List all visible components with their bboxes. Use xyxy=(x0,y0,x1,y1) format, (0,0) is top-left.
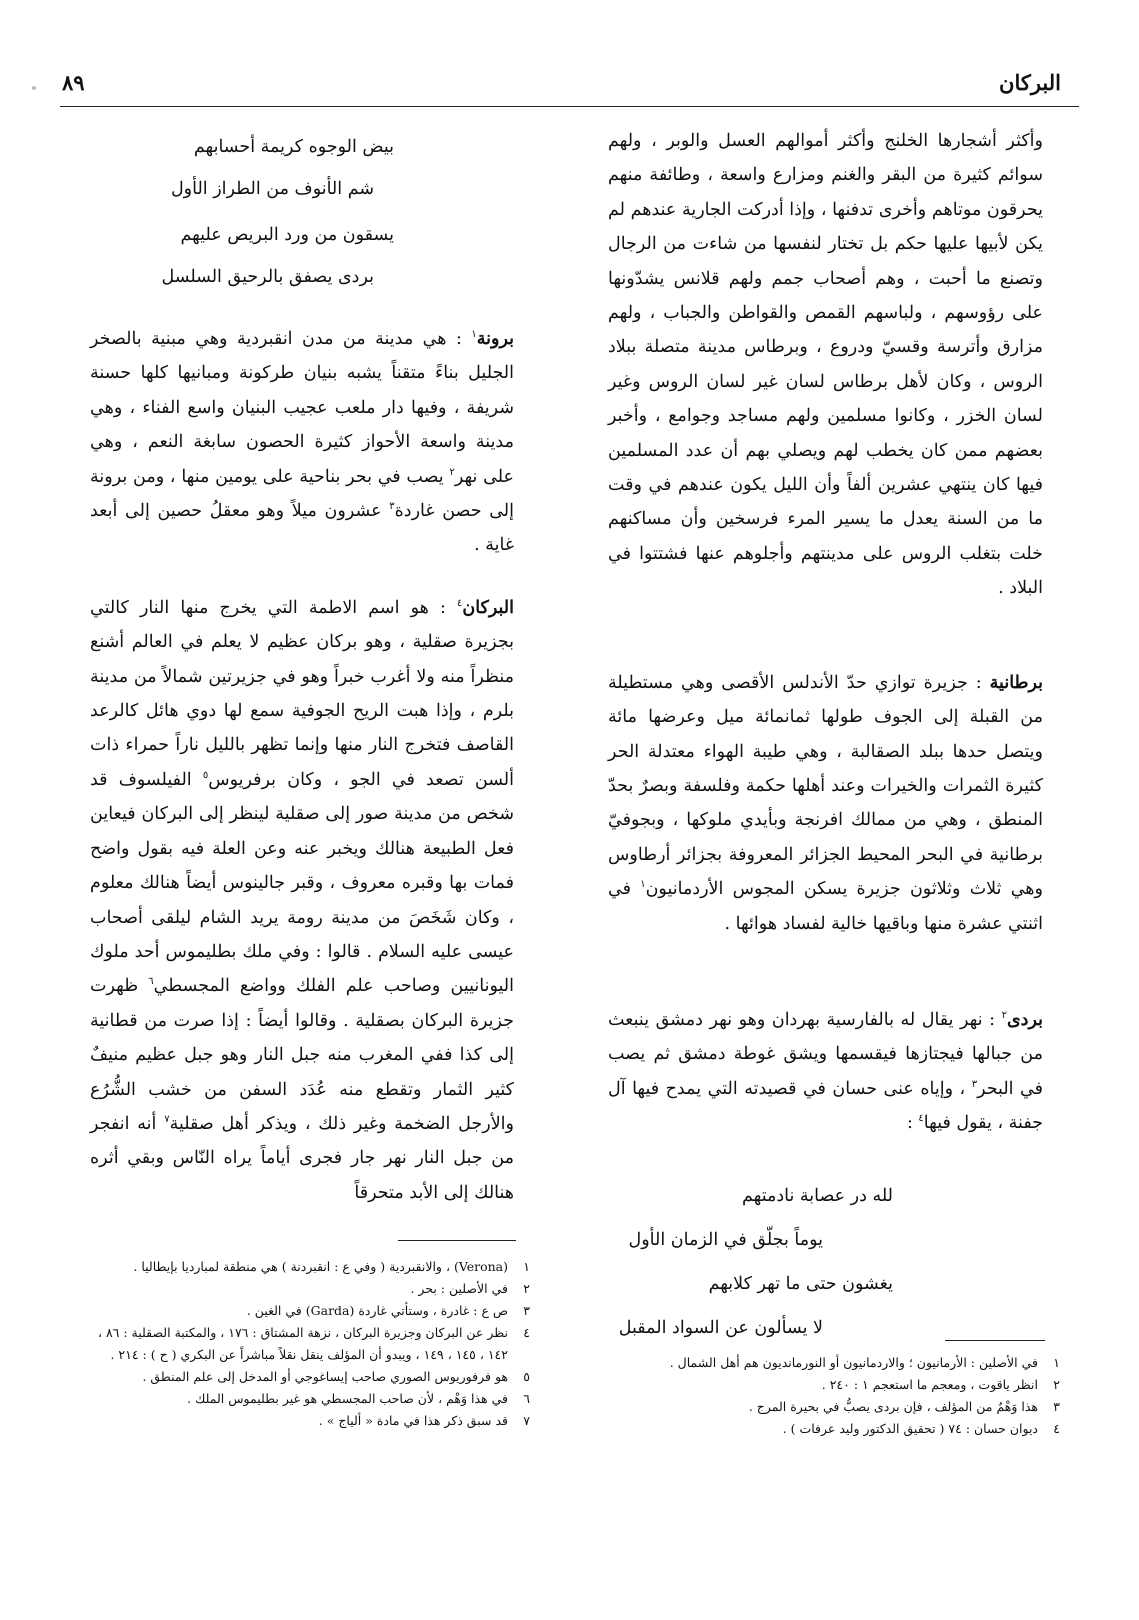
footnote xyxy=(96,1322,530,1344)
entry-verona-text-1: : هي مدينة من مدن انقبردية وهي مبنية بالصخر الجليل بناءً متقناً يشبه بنيان طركونة ومبانيها كلها حسنة شريفة ، وفيها دار ملعب عجيب البنيان واسع الفناء ، وهي مدينة واسعة الأحواز كثيرة الحصون سابغة النعم ، وهي على نهر xyxy=(90,329,514,487)
footnote-number: ٧ xyxy=(523,1413,530,1428)
footnote-ref: ١ xyxy=(471,329,477,341)
footnote xyxy=(640,1352,1060,1374)
entry-barada-text-3: : xyxy=(906,1113,913,1134)
verse-hemistich: لا يسألون عن السواد المقبل xyxy=(618,1317,823,1338)
footnote-number: ٣ xyxy=(523,1303,530,1318)
footnote-text: نظر عن البركان وجزيرة البركان ، نزهة المشتاق : ١٧٦ ، والمكتبة الصقلية : ٨٦ ، xyxy=(97,1325,508,1340)
footnote-text: ١٤٢ ، ١٤٥ ، ١٤٩ ، ويبدو أن المؤلف ينقل نقلاً مباشراً عن البكري ( ح ) : ٢١٤ . xyxy=(110,1347,508,1362)
footnote xyxy=(640,1374,1060,1396)
running-header xyxy=(60,68,1061,104)
page-speck xyxy=(32,86,36,90)
footnote-text: هو فرفوريوس الصوري صاحب إيساغوجي أو المدخل إلى علم المنطق . xyxy=(142,1369,508,1384)
footnote-rule xyxy=(945,1340,1045,1341)
footnote-text: ديوان حسان : ٧٤ ( تحقيق الدكتور وليد عرفات ) . xyxy=(782,1421,1038,1436)
verse-line xyxy=(90,168,514,212)
footnote-number: ٤ xyxy=(523,1325,530,1340)
entry-volcano-text-4: أنه انفجر من جبل النار نهر جار فجرى أياماً يراه النّاس وبقي أثره هنالك إلى الأبد متحرقاً xyxy=(90,1113,514,1203)
footnote xyxy=(96,1300,530,1322)
footnotes-left xyxy=(96,1256,530,1432)
verse-hemistich: يوماً بجلّق في الزمان الأول xyxy=(628,1229,823,1250)
verse-hemistich: يغشون حتى ما تهر كلابهم xyxy=(708,1273,893,1294)
entry-volcano xyxy=(90,591,514,1210)
verse-hemistich: بردى يصفق بالرحيق السلسل xyxy=(161,267,374,287)
footnote-ref: ٢ xyxy=(449,466,455,478)
verse-line xyxy=(608,1175,1043,1219)
footnote-number: ٢ xyxy=(1053,1377,1060,1392)
header-rule xyxy=(60,106,1079,107)
headword-volcano: البركان xyxy=(462,597,514,618)
footnote-text: هذا وَهْمٌ من المؤلف ، فإن بردى يصبُّ في بحيرة المرج . xyxy=(748,1399,1038,1414)
footnote-ref: ٧ xyxy=(164,1114,170,1126)
verse-line xyxy=(90,212,514,256)
verse-line xyxy=(608,1307,1043,1351)
footnote-number: ٤ xyxy=(1053,1421,1060,1436)
entry-verona-text-3: عشرون ميلاً وهو معقلُ حصين إلى أبعد غاية . xyxy=(90,501,514,556)
entry-britain xyxy=(608,666,1043,941)
footnote-number: ٦ xyxy=(523,1391,530,1406)
footnote-ref: ١ xyxy=(640,879,646,891)
footnote-rule xyxy=(398,1240,516,1241)
footnote xyxy=(96,1388,530,1410)
entry-barada-text-1: : نهر يقال له بالفارسية بهردان وهو نهر دمشق ينبعث من جبالها فيجتازها فيقسمها ويشق غوطة دمشق ثم يصب في البحر xyxy=(608,1009,1043,1099)
verse-hemistich: يسقون من ورد البريص عليهم xyxy=(180,225,394,245)
page-number: ٨٩ xyxy=(62,70,85,95)
footnote-ref: ٣ xyxy=(971,1078,978,1090)
footnote-continuation xyxy=(96,1344,530,1366)
entry-gap xyxy=(90,563,514,591)
running-title: البركان xyxy=(999,70,1061,95)
footnote xyxy=(96,1366,530,1388)
headword-barada: بردى xyxy=(1006,1009,1043,1030)
footnote xyxy=(96,1256,530,1278)
footnote-text: في الأصلين : الأرمانيون ؛ والاردمانيون أو النورمانديون هم أهل الشمال . xyxy=(669,1355,1038,1370)
footnote xyxy=(96,1410,530,1432)
footnote-number: ٢ xyxy=(523,1281,530,1296)
entry-volcano-text-1: : هو اسم الاطمة التي يخرج منها النار كالتي بجزيرة صقلية ، وهو بركان عظيم لا يعلم في العالم أشنع منظراً منه ولا أغرب خبراً وهو في جزيرتين شمالاً من مدينة بلرم ، وإذا هبت الريح الجوفية سمع لها دوي هائل كالرعد القاصف فتخرج النار منها وإنما تظهر بالليل ناراً حمراء ذات ألسن تصعد في الجو ، وكان برفريوس xyxy=(90,597,514,790)
headword-britain: برطانية xyxy=(989,672,1043,693)
right-column xyxy=(608,124,1043,1351)
footnote-number: ٣ xyxy=(1053,1399,1060,1414)
verse-gap xyxy=(608,1141,1043,1175)
footnotes-right xyxy=(640,1352,1060,1440)
verse-line xyxy=(90,124,514,168)
entry-verona-text-2: يصب في بحر بناحية على يومين منها ، ومن برونة إلى حصن غاردة xyxy=(90,466,514,522)
entry-britain-text: : جزيرة توازي حدّ الأندلس الأقصى وهي مستطيلة من القبلة إلى الجوف طولها ثمانمائة ميل وعرضها مائة ويتصل حدها ببلد الصقالبة ، وهي طيبة الهواء معتدلة الحر كثيرة الثمرات والخيرات وعند أهلها حكمة وفلسفة وبصرٌ بحدّ المنطق ، وهي من ممالك افرنجة وبأيدي ملوكها ، وبجوفيّ برطانية في البحر المحيط الجزائر المعروفة بجزائر أرطاوس وهي ثلاث وثلاثون جزيرة يسكن المجوس الأردمانيون xyxy=(608,672,1043,900)
footnote-ref: ٤ xyxy=(918,1113,924,1125)
footnote xyxy=(640,1418,1060,1440)
footnote-ref: ٣ xyxy=(389,501,395,513)
entry-gap xyxy=(608,606,1043,666)
footnote-text: قد سبق ذكر هذا في مادة « ألياج » . xyxy=(318,1413,508,1428)
footnote-text: في الأصلين : بحر . xyxy=(410,1281,508,1296)
entry-volcano-text-2: الفيلسوف قد شخص من مدينة صور إلى صقلية لينظر إلى البركان فيعاين فعل الطبيعة هنالك ويخبر عنه وعن العلة فيه بقول واضح فمات بها وقبره معروف ، وقبر جالينوس أيضاً هنالك معلوم ، وكان شَخَصَ من مدينة رومة يريد الشام ليلقى أصحاب عيسى عليه السلام . قالوا : وفي ملك بطليموس أحد ملوك اليونانيين وصاحب علم الفلك وواضع المجسطي xyxy=(90,769,514,997)
verse-line xyxy=(90,256,514,300)
footnote-number: ١ xyxy=(523,1259,530,1274)
verse-line xyxy=(608,1263,1043,1307)
verse-line xyxy=(608,1219,1043,1263)
footnote-ref: ٥ xyxy=(202,770,209,782)
footnote-text: انظر ياقوت ، ومعجم ما استعجم ١ : ٢٤٠ . xyxy=(821,1377,1038,1392)
entry-britain-text-end: في اثنتي عشرة منها وباقيها خالية لفساد هوائها . xyxy=(608,879,1043,934)
verse-hemistich: لله در عصابة نادمتهم xyxy=(741,1185,893,1206)
left-column xyxy=(90,124,514,1210)
footnote-ref: ٤ xyxy=(456,598,463,610)
footnote-text: (Verona) ، والانقبردية ( وفي ع : انقبردنة ) هي منطقة لمبارديا بإيطاليا . xyxy=(133,1259,508,1274)
footnote xyxy=(96,1278,530,1300)
entry-continuation: وأكثر أشجارها الخلنج وأكثر أموالهم العسل والوبر ، ولهم سوائم كثيرة من البقر والغنم ومزارع واسعة ، وطائفة منهم يحرقون موتاهم وأخرى تدفنها ، وإذا أدركت الجارية عندهم لم يكن لأبيها عليها حكم بل تختار لنفسها من شاءت من الرجال وتصنع ما أحبت ، وهم أصحاب جمم ولهم قلانس يشدّونها على رؤوسهم ، ولباسهم القمص والقواطن والجباب ، ولهم مزارق وأترسة وقسيّ ودروع ، وبرطاس مدينة متصلة ببلاد الروس ، وكان لأهل برطاس لسان غير لسان الروس وغير لسان الخزر ، وكانوا مسلمين ولهم مساجد وجوامع ، وأخبر بعضهم ممن كان يخطب لهم ويصلي بهم أن عدد المسلمين فيها كان ينتهي عشرين ألفاً وأن الليل يكون عندهم في وقت ما من السنة يعدل ما يسير المرء فرسخين وأن مساكنهم خلت بتغلب الروس على مدينتهم وأجلوهم عنها فشتتوا في البلاد . xyxy=(608,131,1043,599)
footnote-number: ١ xyxy=(1053,1355,1060,1370)
entry-barada xyxy=(608,1003,1043,1141)
footnote-text: في هذا وَهْم ، لأن صاحب المجسطي هو غير بطليموس الملك . xyxy=(187,1391,508,1406)
footnote-text: ص ع : غادرة ، وستأتي غاردة (Garda) في الغين . xyxy=(246,1303,508,1318)
entry-volcano-text-3: ظهرت جزيرة البركان بصقلية . وقالوا أيضاً : إذا صرت من قطانية إلى كذا ففي المغرب منه جبل النار وهو جبل عظيم منيفٌ كثير الثمار وتقطع منه عُدَد السفن من خشب الشُّرُع والأرجل الضخمة وغير ذلك ، ويذكر أهل صقلية xyxy=(90,976,514,1134)
footnote-number: ٥ xyxy=(523,1369,530,1384)
entry-barada-text-2: ، وإياه عنى حسان في قصيدته التي يمدح فيها آل جفنة ، يقول فيها xyxy=(608,1078,1043,1134)
footnote-ref: ٦ xyxy=(148,976,154,988)
footnote xyxy=(640,1396,1060,1418)
verse-hemistich: شم الأنوف من الطراز الأول xyxy=(170,179,374,199)
verse-hemistich: بيض الوجوه كريمة أحسابهم xyxy=(193,137,394,157)
verse-gap xyxy=(90,300,514,322)
headword-verona: برونة xyxy=(476,329,514,349)
footnote-ref: ٢ xyxy=(1001,1010,1007,1022)
entry-gap xyxy=(608,941,1043,1003)
entry-verona xyxy=(90,322,514,563)
